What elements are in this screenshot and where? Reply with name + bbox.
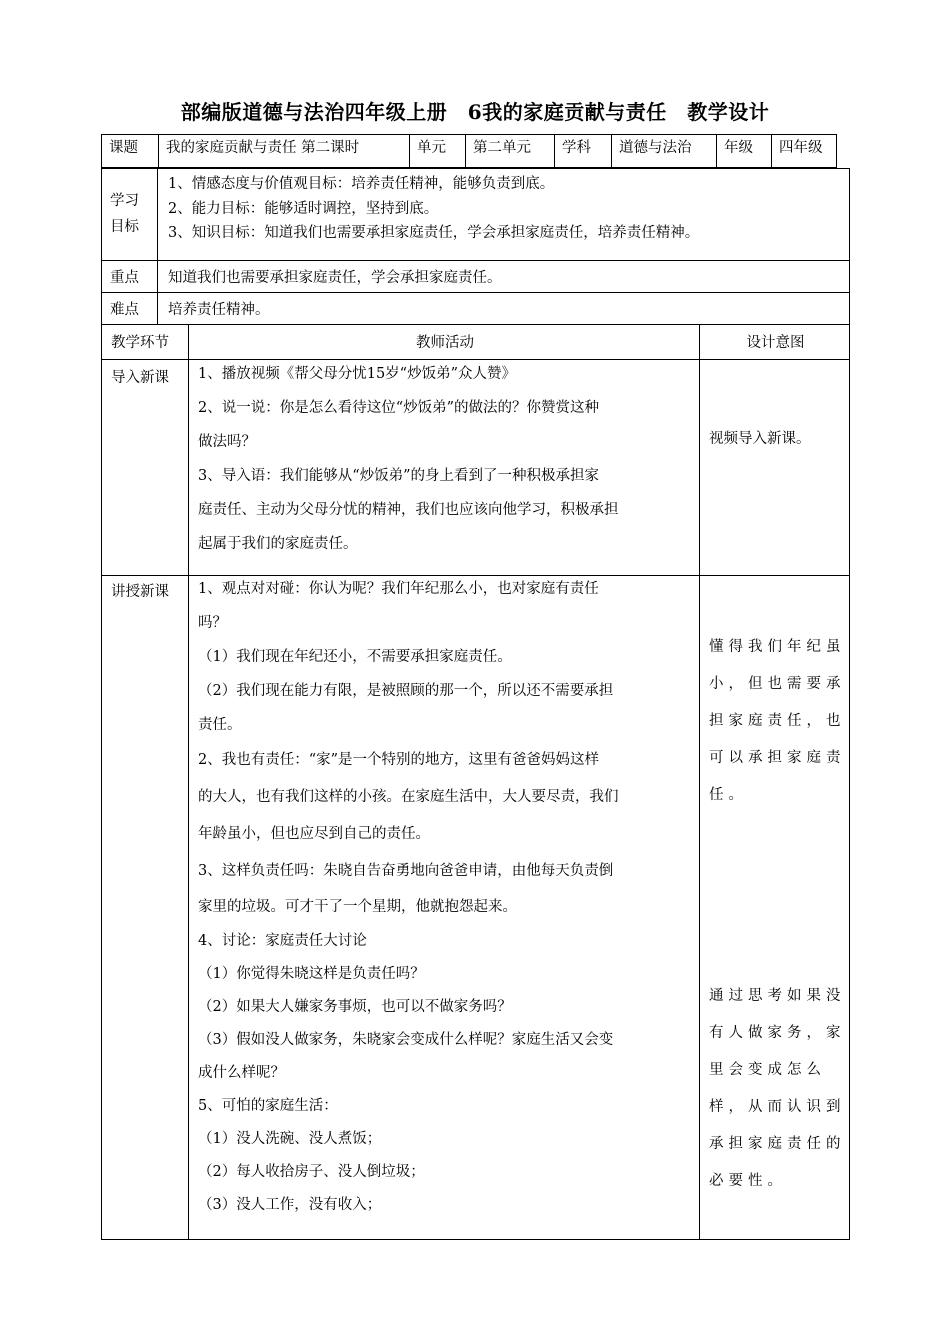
intro-activity-cell: [188, 359, 700, 576]
intro-line: 做法吗？: [198, 434, 256, 450]
difficult-label: 难点: [110, 302, 139, 318]
info-table: [101, 134, 837, 168]
unit-label: 单元: [410, 135, 466, 168]
teach-line: （3）假如没人做家务，朱晓家会变成什么样呢？家庭生活又会变: [198, 1032, 614, 1048]
intro-line: 庭责任、主动为父母分忧的精神，我们也应该向他学习，积极承担: [198, 502, 619, 518]
goal-item: 1、情感态度与价值观目标：培养责任精神，能够负责到底。: [168, 176, 555, 192]
grade-value: 四年级: [772, 135, 837, 168]
intro-intent: 视频导入新课。: [709, 431, 811, 447]
teach-stage-cell: [101, 575, 189, 1240]
intro-line: 3、导入语：我们能够从“炒饭弟”的身上看到了一种积极承担家: [198, 468, 600, 484]
goals-label-line1: 学习: [110, 193, 139, 209]
teach-line: 1、观点对对碰：你认为呢？我们年纪那么小，也对家庭有责任: [198, 581, 599, 597]
intro-line: 1、播放视频《帮父母分忧15岁“炒饭弟”众人赞》: [198, 366, 516, 382]
teach-stage: 讲授新课: [111, 584, 169, 600]
grade-label: 年级: [717, 135, 772, 168]
teach-intent-1: [709, 629, 846, 814]
intent-line: 承担家庭责任的: [709, 1136, 846, 1152]
intent-line: 有人做家务，家: [709, 1025, 846, 1041]
intent-line: 任。: [709, 787, 748, 803]
teach-line: （2）我们现在能力有限，是被照顾的那一个，所以还不需要承担: [198, 683, 614, 699]
teach-line: 3、这样负责任吗：朱晓自告奋勇地向爸爸申请，由他每天负责倒: [198, 863, 614, 879]
header-intent: 设计意图: [746, 335, 805, 351]
goals-label-line2: 目标: [110, 219, 139, 235]
key-label-cell: [101, 260, 158, 293]
goal-item: 2、能力目标：能够适时调控，坚持到底。: [168, 201, 439, 217]
teach-line: 吗？: [198, 615, 227, 631]
intent-line: 必要性。: [709, 1173, 787, 1189]
header-activity-cell: [188, 324, 700, 360]
header-intent-cell: [699, 324, 850, 360]
goal-item: 3、知识目标：知道我们也需要承担家庭责任，学会承担家庭责任，培养责任精神。: [168, 225, 700, 241]
intent-line: 可以承担家庭责: [709, 750, 846, 766]
goals-content-cell: [157, 168, 850, 261]
teach-intent-cell: [699, 575, 850, 1240]
intro-intent-cell: [699, 359, 850, 576]
teach-line: （2）如果大人嫌家务事烦，也可以不做家务吗？: [198, 999, 512, 1015]
subject-value: 道德与法治: [612, 135, 717, 168]
teach-line: （1）我们现在年纪还小，不需要承担家庭责任。: [198, 649, 512, 665]
difficult-value: 培养责任精神。: [168, 302, 270, 318]
topic-value: 我的家庭贡献与责任 第二课时: [159, 135, 410, 168]
difficult-label-cell: [101, 292, 158, 325]
teach-line: 4、讨论：家庭责任大讨论: [198, 933, 367, 949]
key-value-cell: [157, 260, 850, 293]
teach-line: （2）每人收拾房子、没人倒垃圾；: [198, 1164, 425, 1180]
page-title: 部编版道德与法治四年级上册 6我的家庭贡献与责任 教学设计: [180, 100, 770, 124]
teach-line: 责任。: [198, 717, 242, 733]
difficult-value-cell: [157, 292, 850, 325]
unit-value: 第二单元: [466, 135, 555, 168]
teach-line: 2、我也有责任：“家”是一个特别的地方，这里有爸爸妈妈这样: [198, 752, 600, 768]
teach-line: （1）没人洗碗、没人煮饭；: [198, 1131, 382, 1147]
intent-line: 样，从而认识到: [709, 1099, 846, 1115]
teach-line: 成什么样呢？: [198, 1065, 285, 1081]
teach-line: 家里的垃圾。可才干了一个星期，他就抱怨起来。: [198, 899, 517, 915]
teach-line: 的大人，也有我们这样的小孩。在家庭生活中，大人要尽责，我们: [198, 789, 619, 805]
header-stage: 教学环节: [111, 335, 169, 351]
intent-line: 通过思考如果没: [709, 988, 846, 1004]
intent-line: 懂得我们年纪虽: [709, 639, 846, 655]
teach-activity-cell: [188, 575, 700, 1240]
teach-intent-2: [709, 978, 846, 1200]
key-value: 知道我们也需要承担家庭责任，学会承担家庭责任。: [168, 270, 502, 286]
teach-line: （3）没人工作，没有收入；: [198, 1197, 382, 1213]
header-stage-cell: [101, 324, 189, 360]
goals-label-cell: [101, 168, 158, 261]
teach-line: 5、可怕的家庭生活：: [198, 1098, 338, 1114]
key-label: 重点: [110, 270, 139, 286]
intro-stage: 导入新课: [111, 370, 169, 386]
header-activity: 教师活动: [416, 335, 474, 351]
intro-line: 起属于我们的家庭责任。: [198, 536, 358, 552]
teach-line: （1）你觉得朱晓这样是负责任吗？: [198, 966, 425, 982]
topic-label: 课题: [102, 135, 159, 168]
intent-line: 里会变成怎么: [709, 1062, 826, 1078]
intro-line: 2、说一说：你是怎么看待这位“炒饭弟”的做法的？你赞赏这种: [198, 400, 600, 416]
subject-label: 学科: [555, 135, 612, 168]
intro-stage-cell: [101, 359, 189, 576]
intent-line: 担家庭责任，也: [709, 713, 846, 729]
intent-line: 小，但也需要承: [709, 676, 846, 692]
teach-line: 年龄虽小，但也应尽到自己的责任。: [198, 826, 430, 842]
